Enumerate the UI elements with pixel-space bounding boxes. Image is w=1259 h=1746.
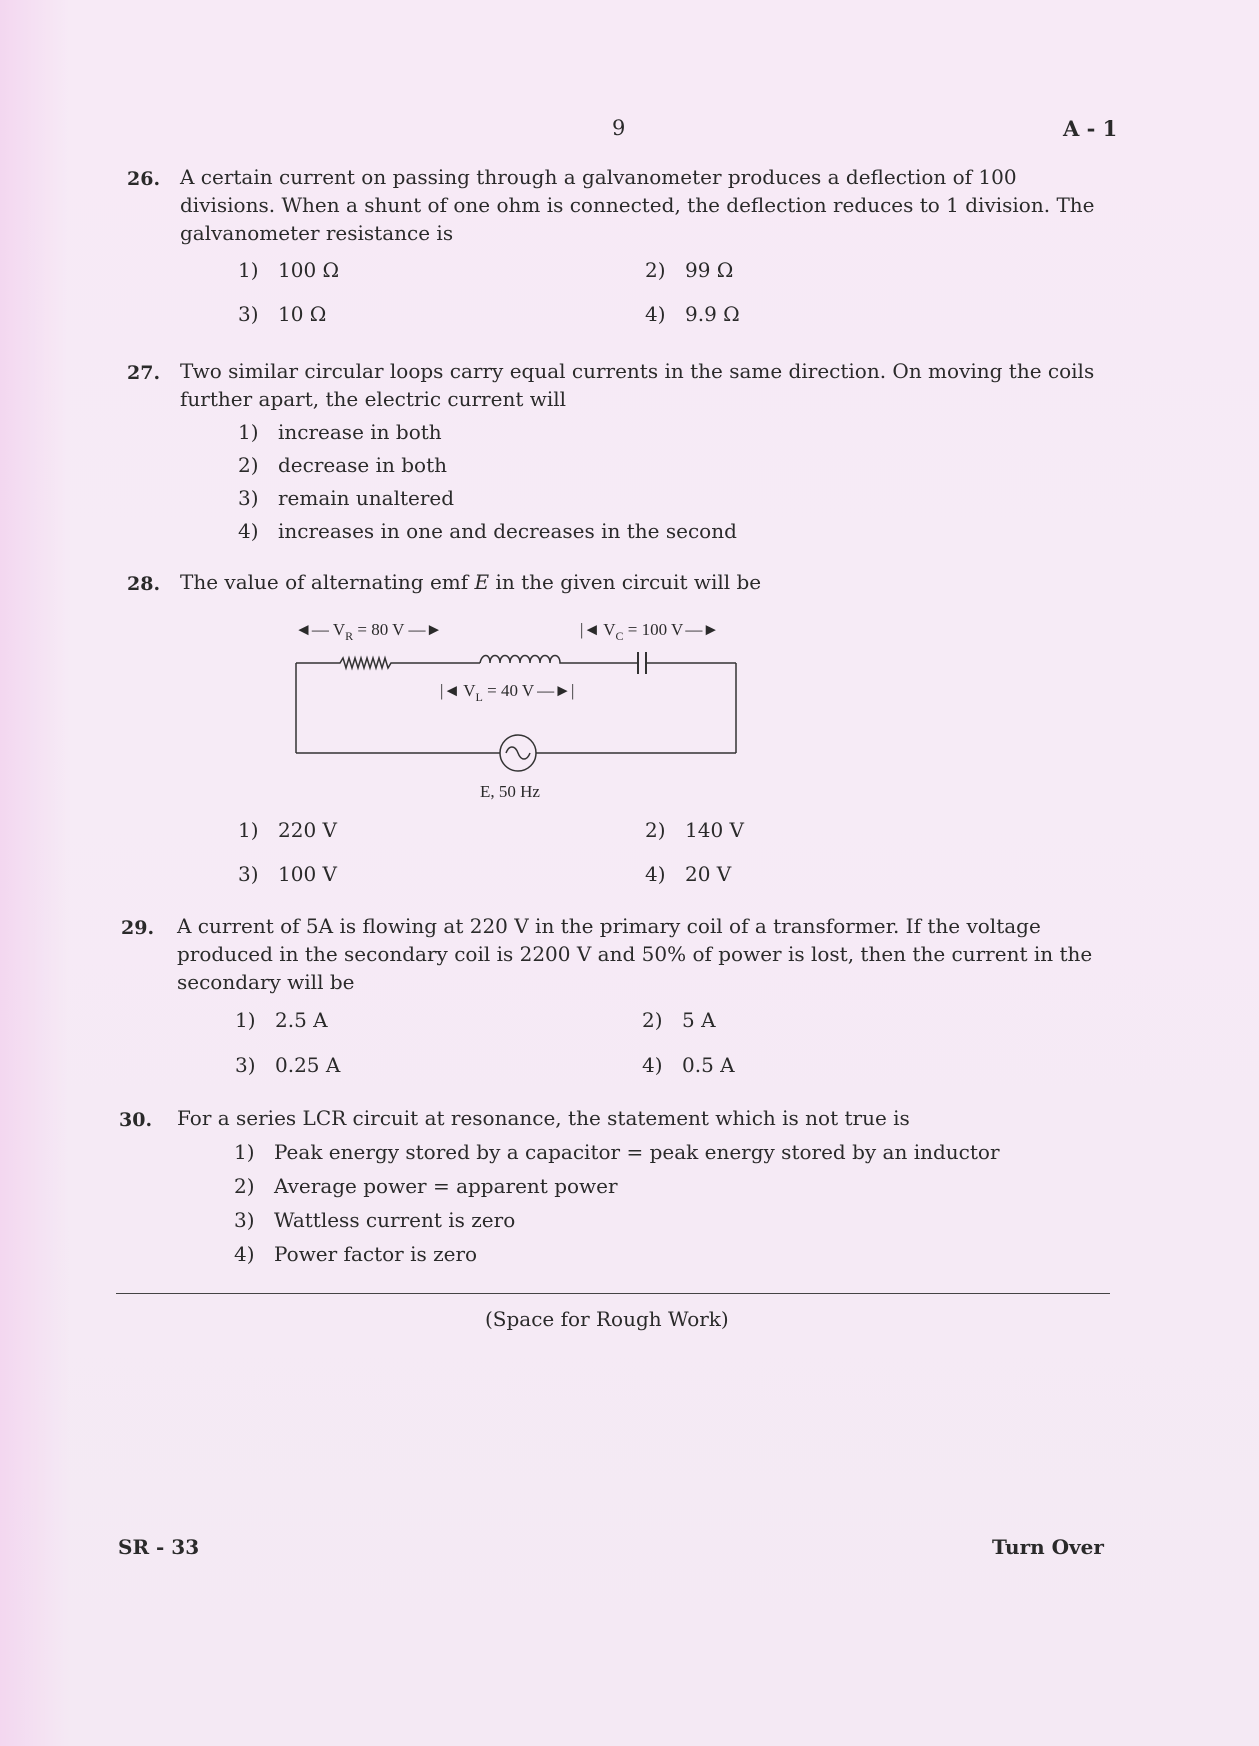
option-number: 3) xyxy=(238,486,259,510)
left-arrow-icon: ◄— xyxy=(295,620,329,639)
question-number: 30. xyxy=(119,1109,153,1131)
option-text: 9.9 Ω xyxy=(685,302,740,326)
option-text: 20 V xyxy=(685,862,732,886)
option xyxy=(645,818,744,842)
vr-label: ◄— $V_R = 80$ V —► xyxy=(295,620,443,643)
rough-work-label: (Space for Rough Work) xyxy=(485,1307,729,1331)
option xyxy=(238,420,442,444)
option-number: 2) xyxy=(645,258,666,282)
option-text: 99 Ω xyxy=(685,258,734,282)
option-text: 140 V xyxy=(685,818,744,842)
option xyxy=(642,1008,716,1032)
vl-label: |◄ $V_L = 40$ V —►| xyxy=(440,681,575,704)
option-number: 4) xyxy=(238,519,259,543)
option-text: increase in both xyxy=(278,420,442,444)
option-text: 5 A xyxy=(682,1008,716,1032)
question-text: A certain current on passing through a galvanometer produces a deflection of 100 divisions. When a shunt of one ohm is connected, the deflection reduces to 1 division. The galvanometer resistance is xyxy=(180,165,1095,245)
option xyxy=(238,302,326,326)
option-text: decrease in both xyxy=(278,453,448,477)
option-number: 4) xyxy=(642,1053,663,1077)
option-number: 1) xyxy=(235,1008,256,1032)
option-number: 3) xyxy=(234,1208,255,1232)
option-text: 0.5 A xyxy=(682,1053,735,1077)
emf-symbol: E xyxy=(474,570,490,594)
question-text-part: The value of alternating emf xyxy=(180,570,475,594)
option xyxy=(238,862,337,886)
option-number: 2) xyxy=(645,818,666,842)
inductor xyxy=(480,656,638,664)
option xyxy=(238,486,454,510)
option-number: 2) xyxy=(238,453,259,477)
option-text: Power factor is zero xyxy=(274,1242,478,1266)
option xyxy=(238,258,339,282)
option xyxy=(234,1140,1000,1164)
question-number: 28. xyxy=(127,573,161,595)
lcr-circuit-diagram xyxy=(280,612,750,812)
sine-wave-icon xyxy=(506,747,530,759)
vc-label: |◄ $V_C = 100$ V —► xyxy=(580,620,720,643)
option-text: increases in one and decreases in the second xyxy=(278,519,737,543)
option xyxy=(235,1008,328,1032)
option-number: 2) xyxy=(234,1174,255,1198)
option xyxy=(642,1053,735,1077)
question-text: For a series LCR circuit at resonance, the statement which is not true is xyxy=(177,1106,910,1130)
option-number: 1) xyxy=(238,258,259,282)
option-number: 3) xyxy=(238,302,259,326)
option-number: 3) xyxy=(235,1053,256,1077)
option-text: 220 V xyxy=(278,818,337,842)
turn-over-label: Turn Over xyxy=(992,1535,1104,1559)
option-number: 2) xyxy=(642,1008,663,1032)
question-text-part: in the given circuit will be xyxy=(489,570,762,594)
option xyxy=(238,818,337,842)
option-number: 4) xyxy=(645,302,666,326)
option xyxy=(235,1053,340,1077)
option-number: 1) xyxy=(238,420,259,444)
option-text: Peak energy stored by a capacitor = peak energy stored by an inductor xyxy=(274,1140,1000,1164)
page-number: 9 xyxy=(612,116,626,140)
option-text: 2.5 A xyxy=(275,1008,328,1032)
option-number: 4) xyxy=(234,1242,255,1266)
option-number: 1) xyxy=(234,1140,255,1164)
divider xyxy=(116,1293,1110,1294)
source-label: E, 50 Hz xyxy=(480,782,540,801)
option xyxy=(238,519,737,543)
question-text: A current of 5A is flowing at 220 V in the primary coil of a transformer. If the voltage produced in the secondary coil is 2200 V and 50% of power is lost, then the current in the secondary will be xyxy=(177,914,1093,994)
option-text: Average power = apparent power xyxy=(274,1174,618,1198)
option-text: 10 Ω xyxy=(278,302,327,326)
option-text: Wattless current is zero xyxy=(274,1208,516,1232)
resistor xyxy=(296,658,480,668)
question-number: 27. xyxy=(127,362,161,384)
option xyxy=(645,302,740,326)
option-text: 100 V xyxy=(278,862,337,886)
option-number: 4) xyxy=(645,862,666,886)
question-number: 26. xyxy=(127,168,161,190)
option xyxy=(645,862,731,886)
option xyxy=(234,1174,618,1198)
option-text: remain unaltered xyxy=(278,486,455,510)
option xyxy=(234,1208,515,1232)
option-number: 3) xyxy=(238,862,259,886)
option-text: 0.25 A xyxy=(275,1053,341,1077)
option xyxy=(234,1242,477,1266)
paper-code: A - 1 xyxy=(1063,116,1118,141)
option-text: 100 Ω xyxy=(278,258,340,282)
footer-code: SR - 33 xyxy=(118,1535,200,1559)
option-number: 1) xyxy=(238,818,259,842)
question-text xyxy=(180,568,1110,596)
question-number: 29. xyxy=(121,917,155,939)
option xyxy=(645,258,733,282)
option xyxy=(238,453,447,477)
question-text: Two similar circular loops carry equal currents in the same direction. On moving the coils further apart, the electric current will xyxy=(180,359,1095,411)
